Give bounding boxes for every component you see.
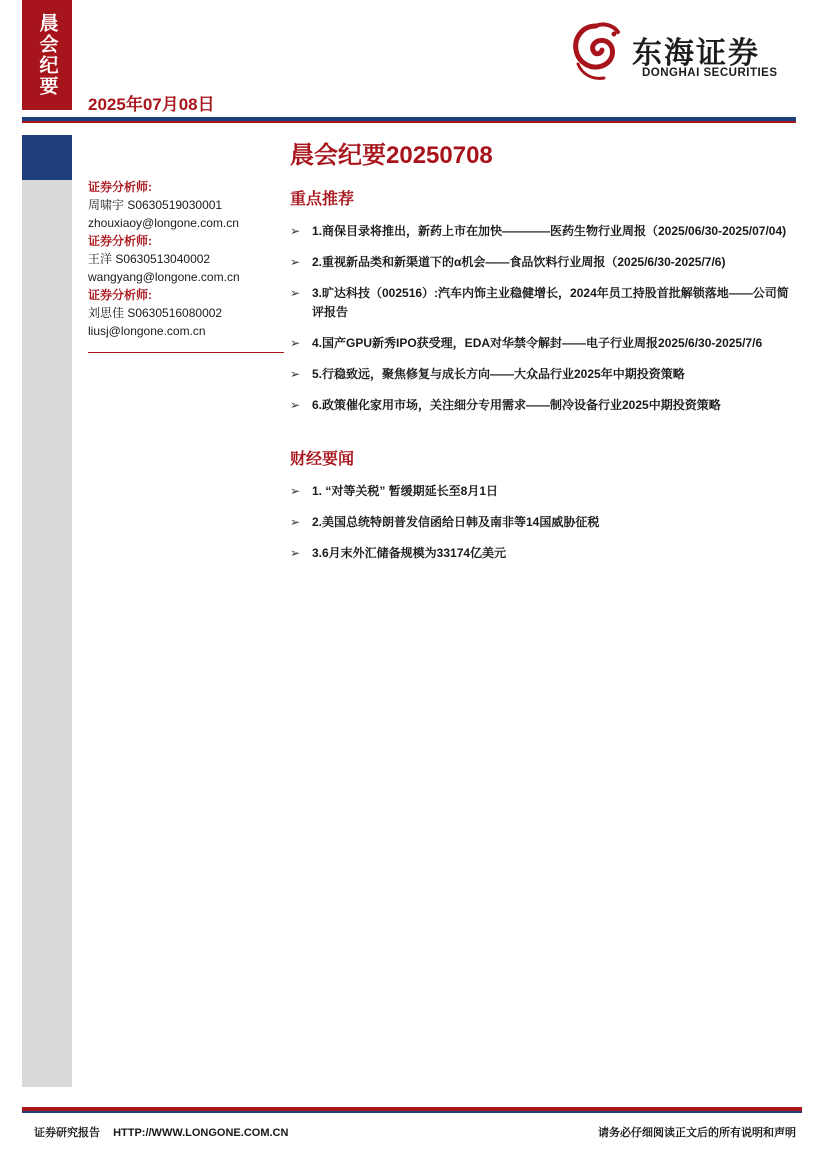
triangle-bullet-icon: ➢ <box>290 286 301 300</box>
analyst-block <box>88 232 240 286</box>
triangle-bullet-icon: ➢ <box>290 484 301 498</box>
dragon-logo-icon <box>566 20 626 84</box>
list-item-text: 4.国产GPU新秀IPO获受理，EDA对华禁令解封——电子行业周报2025/6/30-2025/7/6 <box>312 336 763 350</box>
analyst-block <box>88 178 240 232</box>
list-item-text: 2.美国总统特朗普发信函给日韩及南非等14国威胁征税 <box>312 515 600 529</box>
list-item-text: 3.6月末外汇储备规模为33174亿美元 <box>312 546 507 560</box>
analyst-list <box>88 178 240 340</box>
triangle-bullet-icon: ➢ <box>290 367 301 381</box>
footer-disclaimer-note: 请务必仔细阅读正文后的所有说明和声明 <box>598 1127 796 1139</box>
analyst-block <box>88 286 240 340</box>
list-item-text: 1. “对等关税” 暂缓期延长至8月1日 <box>312 484 499 498</box>
triangle-bullet-icon: ➢ <box>290 546 301 560</box>
list-item[interactable] <box>290 482 800 501</box>
list-item[interactable] <box>290 222 800 241</box>
list-item-text: 6.政策催化家用市场，关注细分专用需求——制冷设备行业2025中期投资策略 <box>312 398 721 412</box>
header-rule-red <box>22 121 796 123</box>
footer-report-label: 证券研究报告 <box>34 1127 100 1139</box>
analyst-name-id: 周啸宇 S0630519030001 <box>88 198 223 212</box>
section-heading-recommendations: 重点推荐 <box>290 191 355 208</box>
report-date: 2025年07月08日 <box>88 95 215 114</box>
list-item-text: 1.商保目录将推出，新药上市在加快————医药生物行业周报（2025/06/30-2025/07/04) <box>312 224 787 238</box>
triangle-bullet-icon: ➢ <box>290 398 301 412</box>
analyst-role: 证券分析师: <box>88 180 152 194</box>
analyst-email[interactable]: wangyang@longone.com.cn <box>88 270 240 284</box>
sidebar-accent-block <box>22 135 72 180</box>
page-title: 晨会纪要20250708 <box>290 142 493 169</box>
triangle-bullet-icon: ➢ <box>290 255 301 269</box>
list-item[interactable] <box>290 544 800 563</box>
list-item[interactable] <box>290 284 800 322</box>
list-item[interactable] <box>290 513 800 532</box>
analyst-role: 证券分析师: <box>88 234 152 248</box>
list-item[interactable] <box>290 253 800 272</box>
footer-website-link[interactable]: HTTP://WWW.LONGONE.COM.CN <box>113 1127 289 1139</box>
triangle-bullet-icon: ➢ <box>290 224 301 238</box>
list-item[interactable] <box>290 365 800 384</box>
sidebar-divider <box>88 352 284 353</box>
analyst-email[interactable]: zhouxiaoy@longone.com.cn <box>88 216 239 230</box>
sidebar-gray-band <box>22 180 72 1087</box>
section-heading-financial-news: 财经要闻 <box>290 451 355 468</box>
analyst-name-id: 刘思佳 S0630516080002 <box>88 306 223 320</box>
list-item-text: 2.重视新品类和新渠道下的α机会——食品饮料行业周报（2025/6/30-2025/7/6) <box>312 255 726 269</box>
analyst-email[interactable]: liusj@longone.com.cn <box>88 324 206 338</box>
logo-chinese-name: 东海证券 <box>632 37 760 70</box>
footer-rule-blue <box>22 1111 802 1113</box>
report-type-tag: 晨会纪要 <box>22 0 72 110</box>
analyst-name-id: 王洋 S0630513040002 <box>88 252 211 266</box>
news-list <box>290 482 800 563</box>
list-item[interactable] <box>290 396 800 415</box>
triangle-bullet-icon: ➢ <box>290 336 301 350</box>
footer-left <box>34 1124 288 1140</box>
logo-english-name: DONGHAI SECURITIES <box>642 67 778 79</box>
list-item-text: 3.旷达科技（002516）:汽车内饰主业稳健增长，2024年员工持股首批解锁落地——公司简评报告 <box>312 286 789 319</box>
triangle-bullet-icon: ➢ <box>290 515 301 529</box>
list-item-text: 5.行稳致远，聚焦修复与成长方向——大众品行业2025年中期投资策略 <box>312 367 685 381</box>
list-item[interactable] <box>290 334 800 353</box>
recommendation-list <box>290 222 800 415</box>
analyst-role: 证券分析师: <box>88 288 152 302</box>
